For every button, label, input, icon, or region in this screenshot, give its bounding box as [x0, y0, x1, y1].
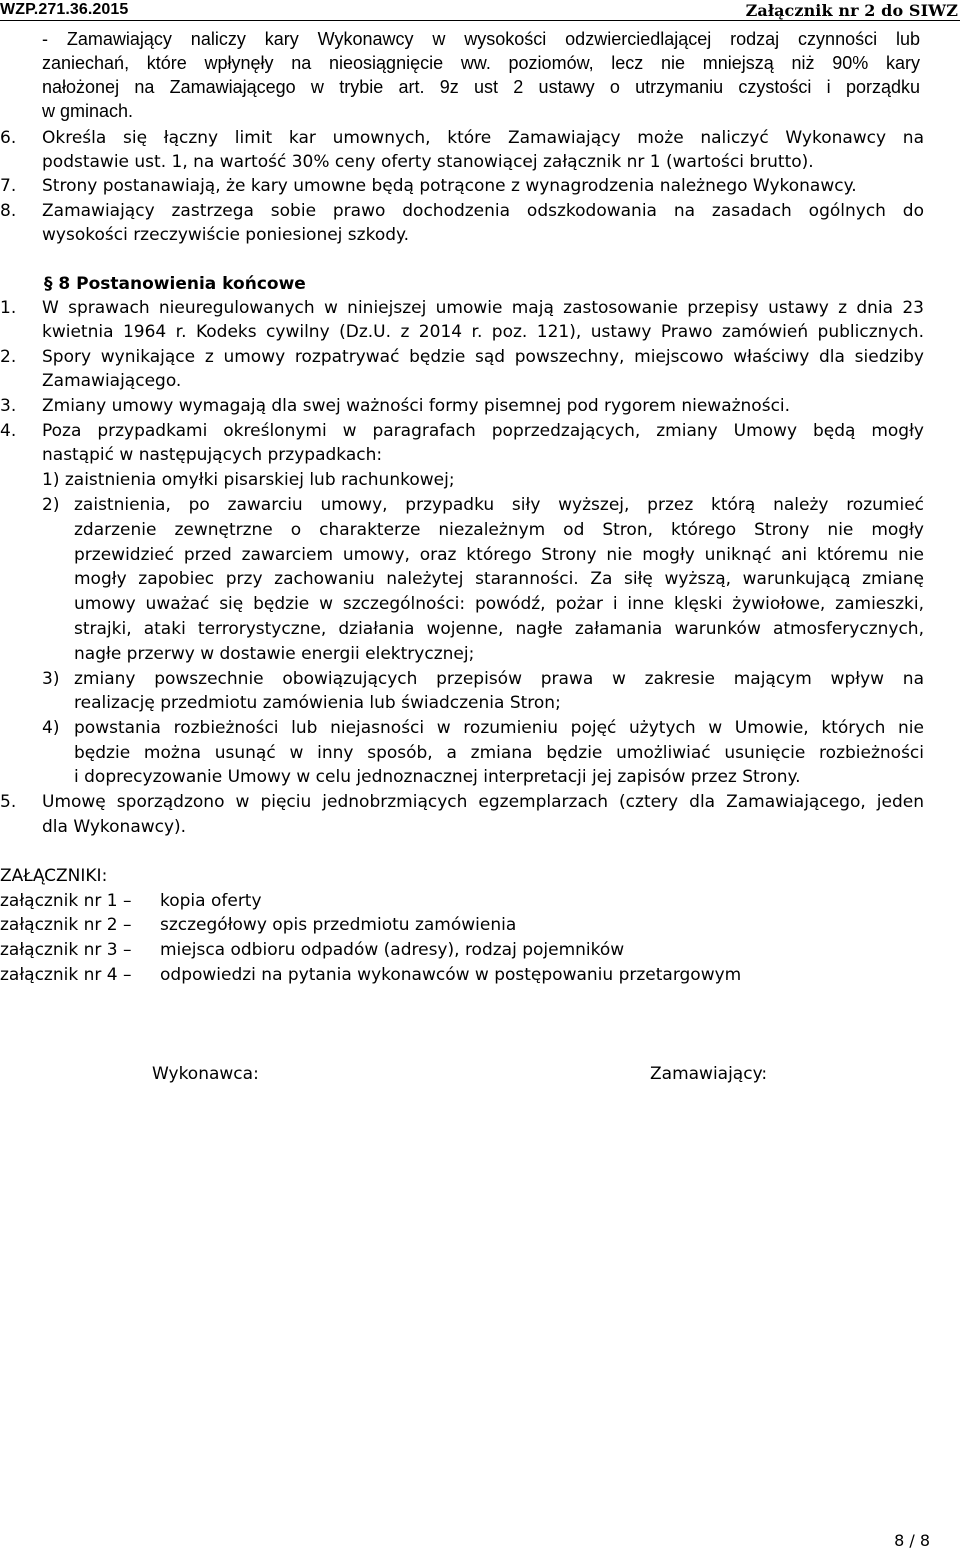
list-item: 1) zaistnienia omyłki pisarskiej lub rachunkowej; [42, 470, 455, 490]
attachment-label: załącznik nr 1 – [0, 891, 132, 911]
item-number: 5. [0, 792, 17, 812]
attachment-text: miejsca odbioru odpadów (adresy), rodzaj pojemników [160, 940, 625, 960]
text-line: Strony postanawiają, że kary umowne będą potrącone z wynagrodzenia należnego Wykonawcy. [42, 176, 857, 196]
text-line: zmiany powszechnie obowiązujących przepisów prawa w zakresie mającym wpływ na [74, 669, 924, 689]
subitem-number: 2) [42, 495, 60, 515]
text-line: w gminach. [42, 101, 134, 121]
text-line: i doprecyzowanie Umowy w celu jednoznacznej interpretacji jej zapisów przez Strony. [74, 767, 801, 787]
text-line: nałożonej na Zamawiającego w trybie art. 9z ust 2 ustawy o utrzymaniu czystości i porządku [42, 77, 920, 97]
signature-contractor: Wykonawca: [152, 1064, 259, 1084]
attachment-label: Załącznik nr 2 do SIWZ [745, 1, 958, 20]
item-number: 1. [0, 298, 17, 318]
text-line: Określa się łączny limit kar umownych, które Zamawiający może naliczyć Wykonawcy na [42, 128, 924, 148]
text-line: Umowę sporządzono w pięciu jednobrzmiących egzemplarzach (cztery dla Zamawiającego, jeden [42, 792, 924, 812]
item-number: 2. [0, 347, 17, 367]
section-title: § 8 Postanowienia końcowe [44, 274, 306, 294]
text-line: wysokości rzeczywiście poniesionej szkody. [42, 225, 410, 245]
text-line: przewidzieć przed zawarciem umowy, oraz którego Strony nie mogły uniknąć ani któremu nie [74, 545, 924, 565]
text-line: podstawie ust. 1, na wartość 30% ceny oferty stanowiącej załącznik nr 1 (wartości brutto). [42, 152, 814, 172]
text-line: nastąpić w następujących przypadkach: [42, 445, 383, 465]
text-line: dla Wykonawcy). [42, 817, 187, 837]
text-line: Zmiany umowy wymagają dla swej ważności formy pisemnej pod rygorem nieważności. [42, 396, 791, 416]
text-line: będzie można usunąć w inny sposób, a zmiana będzie umożliwiać usunięcie rozbieżności [74, 743, 924, 763]
item-number: 8. [0, 201, 17, 221]
signature-ordering-party: Zamawiający: [650, 1064, 768, 1084]
text-line: kwietnia 1964 r. Kodeks cywilny (Dz.U. z 2014 r. poz. 121), ustawy Prawo zamówień publicznych. [42, 322, 924, 342]
attachment-label: załącznik nr 4 – [0, 965, 132, 985]
attachment-text: szczegółowy opis przedmiotu zamówienia [160, 915, 517, 935]
text-line: Poza przypadkami określonymi w paragrafach poprzedzających, zmiany Umowy będą mogły [42, 421, 924, 441]
page-number: 8 / 8 [894, 1531, 930, 1550]
attachments-heading: ZAŁĄCZNIKI: [0, 866, 108, 886]
text-line: W sprawach nieuregulowanych w niniejszej umowie mają zastosowanie przepisy ustawy z dnia 23 [42, 298, 924, 318]
text-line: zaistnienia, po zawarciu umowy, przypadku siły wyższej, przez którą należy rozumieć [74, 495, 924, 515]
text-line: powstania rozbieżności lub niejasności w rozumieniu pojęć użytych w Umowie, których nie [74, 718, 924, 738]
text-line: strajki, ataki terrorystyczne, działania wojenne, nagłe załamania warunków atmosferycznych, [74, 619, 924, 639]
item-number: 6. [0, 128, 17, 148]
item-number: 7. [0, 176, 17, 196]
item-number: 4. [0, 421, 17, 441]
attachment-text: odpowiedzi na pytania wykonawców w postępowaniu przetargowym [160, 965, 742, 985]
subitem-number: 3) [42, 669, 60, 689]
attachment-label: załącznik nr 3 – [0, 940, 132, 960]
text-line: zaniechań, które wpłynęły na nieosiągnięcie ww. poziomów, lecz nie mniejszą niż 90% kary [42, 53, 920, 73]
text-line: Zamawiający zastrzega sobie prawo dochodzenia odszkodowania na zasadach ogólnych do [42, 201, 924, 221]
text-line: mogły zapobiec przy zachowaniu należytej staranności. Za siłę wyższą, warunkującą zmianę [74, 569, 924, 589]
text-line: zdarzenie zewnętrzne o charakterze niezależnym od Stron, którego Strony nie mogły [74, 520, 924, 540]
item-number: 3. [0, 396, 17, 416]
document-reference: WZP.271.36.2015 [0, 1, 129, 18]
attachment-label: załącznik nr 2 – [0, 915, 132, 935]
text-line: Zamawiającego. [42, 371, 182, 391]
text-line: Spory wynikające z umowy rozpatrywać będzie sąd powszechny, miejscowo właściwy dla siedziby [42, 347, 924, 367]
text-line: - Zamawiający naliczy kary Wykonawcy w wysokości odzwierciedlającej rodzaj czynności lub [42, 29, 920, 49]
page-header [0, 0, 960, 21]
attachment-text: kopia oferty [160, 891, 262, 911]
text-line: umowy uważać się będzie w szczególności: powódź, pożar i inne klęski żywiołowe, zamieszki, [74, 594, 924, 614]
subitem-number: 4) [42, 718, 60, 738]
text-line: nagłe przerwy w dostawie energii elektrycznej; [74, 644, 475, 664]
text-line: realizację przedmiotu zamówienia lub świadczenia Stron; [74, 693, 561, 713]
